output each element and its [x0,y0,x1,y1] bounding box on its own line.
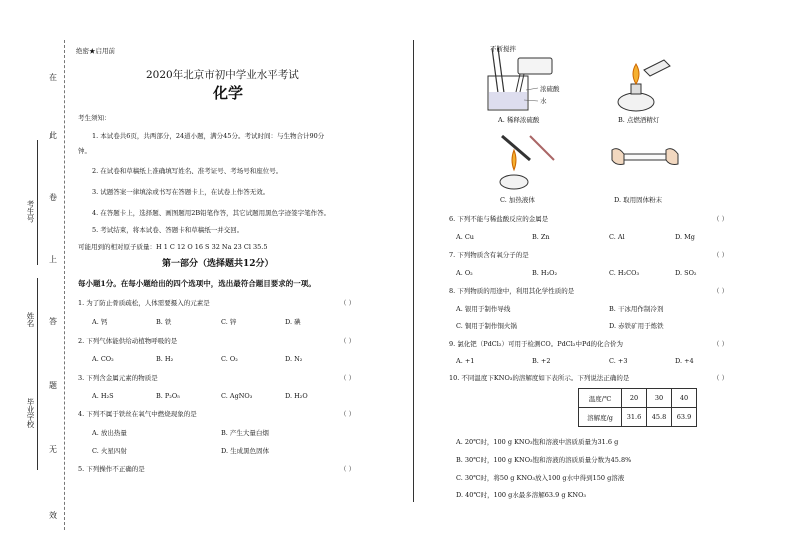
answer-bracket[interactable]: （ ） [713,215,729,223]
kno3-solubility-table [578,388,697,427]
option[interactable]: C. AgNO₃ [221,392,253,400]
notice-item: 5. 考试结束，将本试卷、答题卡和草稿纸一并交回。 [92,226,244,234]
field-label-name: 姓名 [26,312,35,327]
option[interactable]: B. P₂O₅ [156,392,180,400]
question-stem: 3. 下列含金属元素的物质是 [78,374,158,382]
option[interactable]: A. 放出热量 [92,429,127,437]
answer-bracket[interactable]: （ ） [340,465,356,473]
seal-char: 卷 [49,193,57,202]
answer-bracket[interactable]: （ ） [713,251,729,259]
part1-title: 第一部分（选择题共12分） [162,259,274,269]
table-cell: 63.9 [672,408,697,427]
table-row [579,408,697,427]
option[interactable]: C. 铜用于制作铜火锅 [456,322,517,330]
option[interactable]: C. 锌 [221,318,237,326]
column-divider [413,40,414,502]
option[interactable]: C. O₂ [221,355,238,363]
notice-item: 1. 本试卷共6页，共两部分，24道小题，满分45分。考试时间：与生物合计90分 [92,132,325,140]
answer-bracket[interactable]: （ ） [340,410,356,418]
field-label-exam-number: 考生号 [26,200,35,223]
figure-label-stir: 不断搅拌 [490,45,516,53]
option[interactable]: D. 生成黑色固体 [221,447,270,455]
school-blank[interactable] [37,345,38,470]
option[interactable]: B. +2 [532,357,551,365]
table-cell: 31.6 [622,408,647,427]
notice-item: 钟。 [78,147,91,155]
option[interactable]: D. 碘 [285,318,301,326]
option[interactable]: D. Mg [675,233,695,241]
question-stem: 9. 氯化钯（PdCl₂）可用于检测CO。PdCl₂中Pd的化合价为 [449,340,623,348]
option[interactable]: B. 干冰用作制冷剂 [609,305,664,313]
notice-item: 4. 在答题卡上，选择题、画图题用2B铅笔作答，其它试题用黑色字迹签字笔作答。 [92,209,331,217]
seal-char: 答 [49,317,57,326]
table-cell: 40 [672,389,697,408]
option[interactable]: A. +1 [456,357,475,365]
seal-char: 此 [49,131,57,140]
confidential-mark: 绝密★启用前 [76,47,115,55]
atomic-masses: 可能用到的相对原子质量：H 1 C 12 O 16 S 32 Na 23 Cl 35.5 [78,243,268,251]
figure-label-water: 水 [540,97,547,105]
option[interactable]: B. 产生大量白烟 [221,429,269,437]
option[interactable]: C. 火星四射 [92,447,127,455]
option[interactable]: B. Zn [532,233,550,241]
option[interactable]: D. H₂O [285,392,308,400]
seal-char: 在 [49,73,57,82]
option[interactable]: A. 银用于制作导线 [456,305,511,313]
seal-char: 无 [49,445,57,454]
table-cell: 30 [647,389,672,408]
figure-caption: B. 点燃酒精灯 [618,116,660,124]
option[interactable]: A. 20℃时，100 g KNO₃饱和溶液中溶质质量为31.6 g [456,438,619,446]
figure-caption: D. 取用固体粉末 [614,196,663,204]
question-stem: 1. 为了防止骨质疏松，人体需要摄入的元素是 [78,299,210,307]
answer-bracket[interactable]: （ ） [713,287,729,295]
option[interactable]: B. 铁 [156,318,172,326]
question-stem: 7. 下列物质含有氧分子的是 [449,251,529,259]
exam-number-blank[interactable] [37,140,38,265]
exam-title: 2020年北京市初中学业水平考试 [146,69,299,81]
figure-heat-liquid [494,130,558,192]
seal-char: 上 [49,255,57,264]
answer-bracket[interactable]: （ ） [340,299,356,307]
notice-item: 3. 试题答案一律填涂或书写在答题卡上，在试卷上作答无效。 [92,188,270,196]
option[interactable]: C. H₂CO₃ [609,269,640,277]
cut-line [64,40,65,530]
option[interactable]: D. 40℃时，100 g水最多溶解63.9 g KNO₃ [456,491,587,499]
option[interactable]: B. H₂O₂ [532,269,558,277]
figure-label-acid: 浓硫酸 [540,85,560,93]
table-header-cell: 温度/℃ [579,389,622,408]
answer-bracket[interactable]: （ ） [340,374,356,382]
seal-char: 效 [49,511,57,520]
option[interactable]: A. O₂ [456,269,473,277]
answer-bracket[interactable]: （ ） [713,340,729,348]
table-row [579,389,697,408]
question-stem: 8. 下列物质的用途中，利用其化学性质的是 [449,287,575,295]
table-cell: 45.8 [647,408,672,427]
table-header-cell: 溶解度/g [579,408,622,427]
option[interactable]: A. Cu [456,233,474,241]
option[interactable]: D. SO₂ [675,269,697,277]
question-stem: 6. 下列不能与稀盐酸反应的金属是 [449,215,549,223]
option[interactable]: D. 赤铁矿用于炼铁 [609,322,664,330]
figure-dilute-acid [486,44,576,112]
figure-alcohol-lamp [614,50,674,112]
part1-instruction: 每小题1分。在每小题给出的四个选项中，选出最符合题目要求的一项。 [78,279,316,288]
option[interactable]: D. N₂ [285,355,303,363]
option[interactable]: A. H₂S [92,392,114,400]
answer-bracket[interactable]: （ ） [340,337,356,345]
option[interactable]: C. Al [609,233,625,241]
option[interactable]: B. H₂ [156,355,174,363]
option[interactable]: C. +3 [609,357,628,365]
notice-heading: 考生须知： [78,114,111,122]
question-stem: 4. 下列不属于铁丝在氧气中燃烧现象的是 [78,410,197,418]
figure-solid-powder [610,140,680,176]
field-label-school: 毕业学校 [26,398,35,428]
option[interactable]: C. 30℃时，将50 g KNO₃放入100 g水中得到150 g溶液 [456,474,625,482]
answer-bracket[interactable]: （ ） [713,374,729,382]
figure-caption: A. 稀释浓硫酸 [498,116,540,124]
seal-char: 题 [49,381,57,390]
question-stem: 5. 下列操作不正确的是 [78,465,145,473]
question-stem: 10. 不同温度下KNO₃的溶解度如下表所示。下列说法正确的是 [449,374,630,382]
notice-item: 2. 在试卷和草稿纸上准确填写姓名、准考证号、考场号和座位号。 [92,167,283,175]
option[interactable]: A. 钙 [92,318,108,326]
question-stem: 2. 下列气体能供给动植物呼吸的是 [78,337,178,345]
figure-caption: C. 加热液体 [500,196,535,204]
subject-title: 化学 [213,84,244,102]
option[interactable]: B. 30℃时，100 g KNO₃饱和溶液的溶质质量分数为45.8% [456,456,632,464]
option[interactable]: A. CO₂ [92,355,114,363]
option[interactable]: D. +4 [675,357,694,365]
table-cell: 20 [622,389,647,408]
